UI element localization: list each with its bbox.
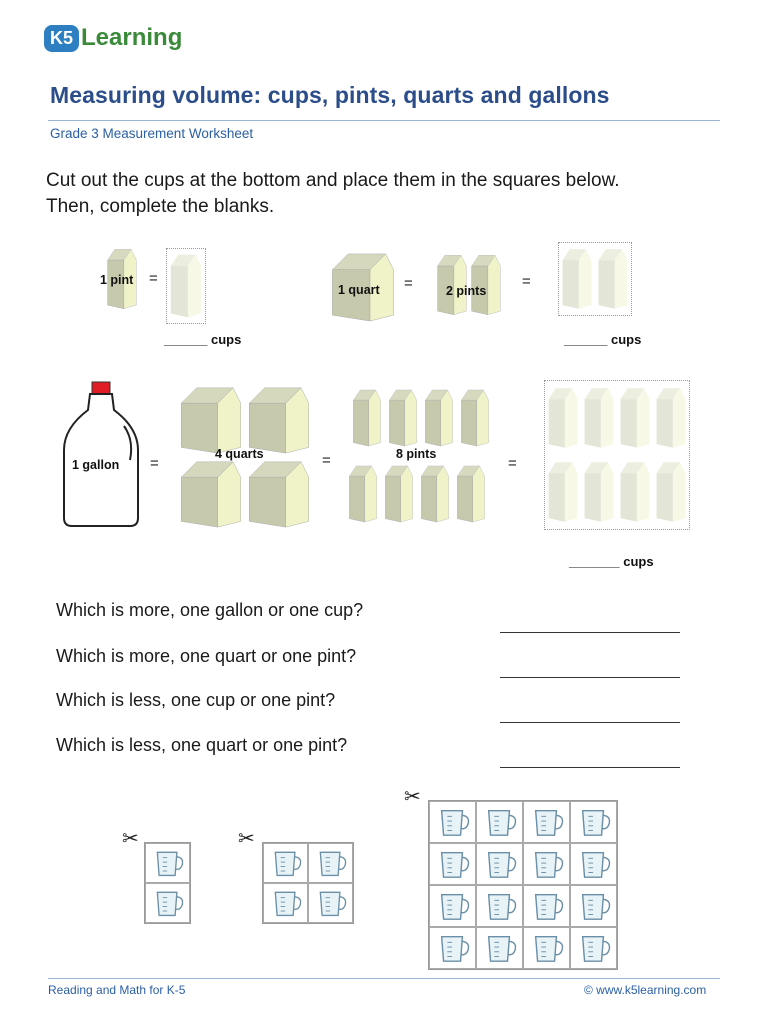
eight-pints-label: 8 pints — [396, 447, 437, 461]
cup-cutout[interactable] — [263, 883, 308, 923]
gallon-placement-squares — [544, 380, 690, 530]
faint-carton-icon — [545, 455, 581, 529]
quart-carton-icon — [244, 384, 314, 456]
measuring-cup-icon — [313, 847, 349, 879]
logo-badge: K5 — [44, 25, 79, 52]
measuring-cup-icon — [481, 889, 519, 923]
pint-carton-icon — [458, 386, 492, 450]
answer-line-4[interactable] — [500, 767, 680, 768]
scissors-icon: ✂ — [238, 828, 255, 850]
cutout-grid-4 — [262, 842, 354, 924]
pint-carton-icon — [386, 386, 420, 450]
pint-carton-icon — [382, 462, 416, 526]
pint-carton-icon — [422, 386, 456, 450]
pint-label: 1 pint — [100, 273, 134, 287]
measuring-cup-icon — [434, 847, 472, 881]
answer-line-3[interactable] — [500, 722, 680, 723]
title-divider — [48, 120, 720, 121]
pint-cups-blank[interactable]: ______ cups — [164, 332, 242, 347]
k5-logo[interactable] — [44, 18, 182, 58]
pint-carton-icon — [418, 462, 452, 526]
equals-sign: = — [149, 270, 158, 287]
equals-sign: = — [508, 455, 517, 472]
instruction-line-1: Cut out the cups at the bottom and place them in the squares below. — [46, 170, 620, 191]
cup-cutout[interactable] — [429, 927, 476, 969]
answer-line-1[interactable] — [500, 632, 680, 633]
footer-website-link[interactable]: © www.k5learning.com — [584, 983, 707, 997]
cup-cutout[interactable] — [476, 801, 523, 843]
measuring-cup-icon — [434, 805, 472, 839]
measuring-cup-icon — [575, 805, 613, 839]
pint-placement-square — [166, 248, 206, 324]
page-title: Measuring volume: cups, pints, quarts and gallons — [50, 82, 610, 108]
answer-line-2[interactable] — [500, 677, 680, 678]
measuring-cup-icon — [434, 889, 472, 923]
question-2: Which is more, one quart or one pint? — [56, 646, 357, 666]
four-quarts-label: 4 quarts — [215, 447, 264, 461]
cup-cutout[interactable] — [570, 927, 617, 969]
equals-sign: = — [522, 273, 531, 290]
cup-cutout[interactable] — [429, 885, 476, 927]
cup-cutout[interactable] — [523, 843, 570, 885]
faint-carton-icon — [653, 381, 689, 455]
two-pints-label: 2 pints — [446, 284, 487, 298]
quart-placement-squares — [558, 242, 632, 316]
faint-carton-icon — [617, 381, 653, 455]
equals-sign: = — [150, 455, 159, 472]
measuring-cup-icon — [575, 847, 613, 881]
footer-divider — [48, 978, 720, 979]
measuring-cup-icon — [268, 847, 304, 879]
cup-cutout[interactable] — [523, 927, 570, 969]
faint-carton-icon — [559, 243, 595, 315]
measuring-cup-icon — [528, 931, 566, 965]
quart-label: 1 quart — [338, 283, 380, 297]
pint-carton-icon — [350, 386, 384, 450]
cup-cutout[interactable] — [523, 885, 570, 927]
cup-cutout[interactable] — [570, 801, 617, 843]
faint-carton-icon — [595, 243, 631, 315]
gallon-jug-icon — [62, 380, 142, 528]
cup-cutout[interactable] — [145, 883, 190, 923]
instructions — [46, 168, 620, 220]
measuring-cup-icon — [575, 931, 613, 965]
cup-cutout[interactable] — [145, 843, 190, 883]
faint-carton-icon — [653, 455, 689, 529]
cup-cutout[interactable] — [429, 843, 476, 885]
faint-carton-icon — [167, 249, 205, 323]
cup-cutout[interactable] — [476, 843, 523, 885]
scissors-icon: ✂ — [404, 786, 421, 808]
measuring-cup-icon — [481, 847, 519, 881]
cup-cutout[interactable] — [429, 801, 476, 843]
cup-cutout[interactable] — [570, 843, 617, 885]
equals-sign: = — [404, 275, 413, 292]
question-4: Which is less, one quart or one pint? — [56, 735, 348, 755]
gallon-cups-blank[interactable]: _______ cups — [569, 554, 654, 569]
measuring-cup-icon — [150, 887, 186, 919]
cup-cutout[interactable] — [570, 885, 617, 927]
cup-cutout[interactable] — [308, 843, 353, 883]
cutout-grid-16 — [428, 800, 618, 970]
faint-carton-icon — [581, 381, 617, 455]
measuring-cup-icon — [528, 889, 566, 923]
measuring-cup-icon — [528, 805, 566, 839]
cup-cutout[interactable] — [308, 883, 353, 923]
question-3: Which is less, one cup or one pint? — [56, 690, 336, 710]
measuring-cup-icon — [313, 887, 349, 919]
measuring-cup-icon — [150, 847, 186, 879]
quart-carton-icon — [244, 458, 314, 530]
logo-text: Learning — [81, 24, 183, 51]
pint-carton-icon — [346, 462, 380, 526]
question-1: Which is more, one gallon or one cup? — [56, 600, 364, 620]
measuring-cup-icon — [481, 931, 519, 965]
cup-cutout[interactable] — [523, 801, 570, 843]
instruction-line-2: Then, complete the blanks. — [46, 196, 275, 217]
faint-carton-icon — [545, 381, 581, 455]
cup-cutout[interactable] — [263, 843, 308, 883]
quart-carton-icon — [176, 458, 246, 530]
quart-cups-blank[interactable]: ______ cups — [564, 332, 642, 347]
measuring-cup-icon — [575, 889, 613, 923]
cup-cutout[interactable] — [476, 885, 523, 927]
measuring-cup-icon — [268, 887, 304, 919]
pint-carton-icon — [454, 462, 488, 526]
faint-carton-icon — [617, 455, 653, 529]
faint-carton-icon — [581, 455, 617, 529]
measuring-cup-icon — [434, 931, 472, 965]
page-subtitle: Grade 3 Measurement Worksheet — [50, 126, 254, 141]
measuring-cup-icon — [481, 805, 519, 839]
scissors-icon: ✂ — [122, 828, 139, 850]
measuring-cup-icon — [528, 847, 566, 881]
quart-carton-icon — [176, 384, 246, 456]
cup-cutout[interactable] — [476, 927, 523, 969]
gallon-label: 1 gallon — [72, 458, 120, 472]
footer-tagline: Reading and Math for K-5 — [48, 983, 186, 997]
cutout-grid-2 — [144, 842, 191, 924]
equals-sign: = — [322, 452, 331, 469]
